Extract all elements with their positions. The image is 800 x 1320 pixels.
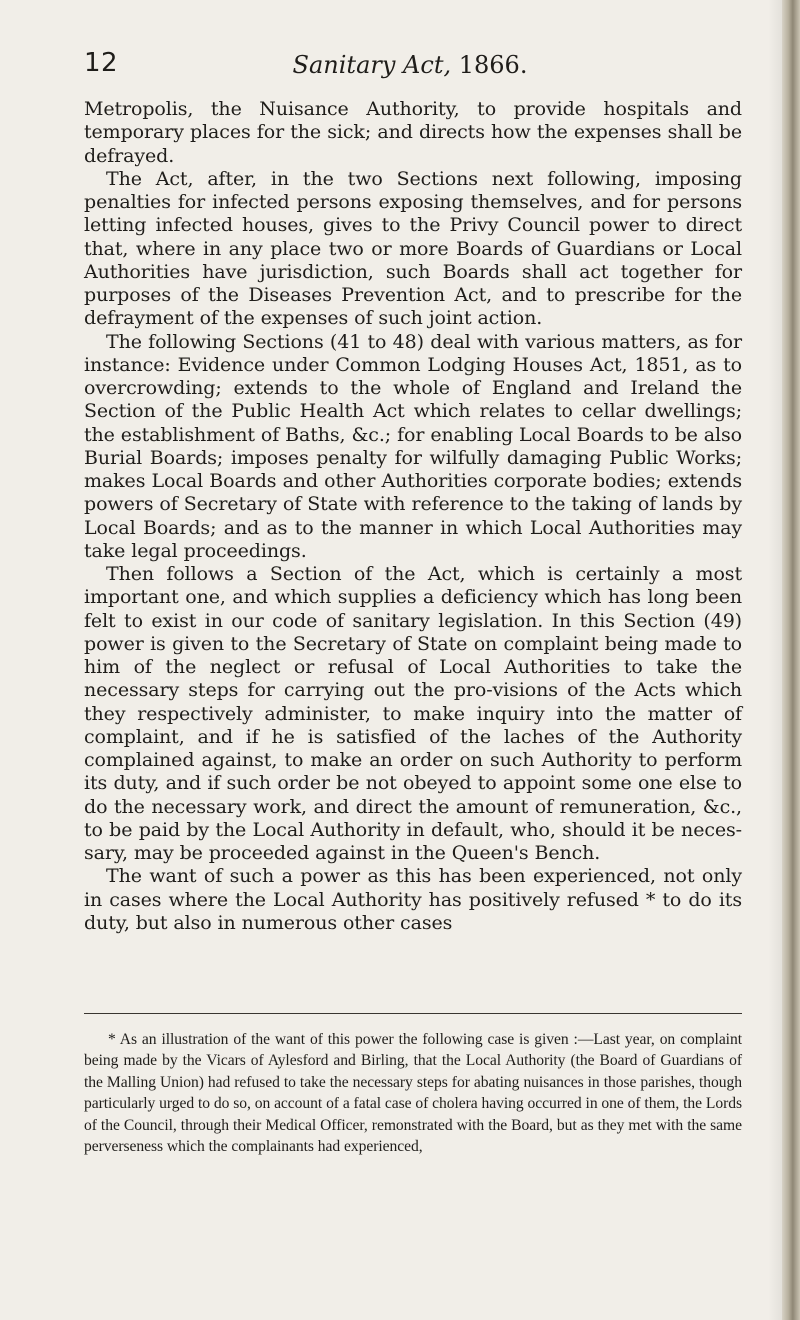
running-head-year: 1866. [458, 51, 528, 79]
body-paragraph: Metropolis, the Nuisance Authority, to provide hospitals and temporary places for the sick; and directs how the expenses shall be defrayed. [84, 98, 742, 167]
body-paragraph: Then follows a Section of the Act, which is certainly a most important one, and which supplies a deficiency which has long been felt to exist in our code of sanitary legislation. In this Section (49) power is given to the Secretary of State on complaint being made to him of the neglect or refusal of Local Authorities to take the necessary steps for carrying out the pro-visions of the Acts which they respectively administer, to make inquiry into the matter of complaint, and if he is satisfied of the laches of the Authority complained against, to make an order on such Authority to perform its duty, and if such order be not obeyed to appoint some one else to do the necessary work, and direct the amount of remuneration, &c., to be paid by the Local Authority in default, who, should it be neces-sary, may be proceeded against in the Queen's Bench. [84, 563, 742, 864]
body-paragraph: The Act, after, in the two Sections next following, imposing penalties for infected persons exposing themselves, and for persons letting infected houses, gives to the Privy Council power to direct that, where in any place two or more Boards of Guardians or Local Authorities have jurisdiction, such Boards shall act together for purposes of the Diseases Prevention Act, and to prescribe for the defrayment of the expenses of such joint action. [84, 167, 742, 330]
body-paragraph: The want of such a power as this has been experienced, not only in cases where the Local Authority has positively refused * to do its duty, but also in numerous other cases [84, 865, 742, 934]
body-paragraph: The following Sections (41 to 48) deal with various matters, as for instance: Evidence under Common Lodging Houses Act, 1851, as to overcrowding; extends to the whole of England and Ireland the Section of the Public Health Act which relates to cellar dwellings; the establishment of Baths, &c.; for enabling Local Boards to be also Burial Boards; imposes penalty for wilfully damaging Public Works; makes Local Boards and other Authorities corporate bodies; extends powers of Secretary of State with reference to the taking of lands by Local Boards; and as to the manner in which Local Authorities may take legal proceedings. [84, 330, 742, 562]
gutter-shadow [768, 0, 782, 1320]
footnote-text: * As an illustration of the want of this power the following case is given :—Last year, on complaint being made by the Vicars of Aylesford and Birling, that the Local Authority (the Board of Guardians of the Malling Union) had refused to take the necessary steps for abating nuisances in those parishes, though particularly urged to do so, on account of a fatal case of cholera having occurred in one of them, the Lords of the Council, through their Medical Officer, remonstrated with the Board, but as they met with the same perverseness which the complainants had experienced, [84, 1031, 742, 1156]
page-number: 12 [84, 48, 119, 78]
footnote [84, 1029, 742, 1157]
running-head [210, 50, 610, 80]
body-text [84, 98, 742, 935]
running-head-title: Sanitary Act, [292, 51, 452, 79]
book-spine-edge [782, 0, 800, 1320]
footnote-divider [84, 1013, 742, 1014]
